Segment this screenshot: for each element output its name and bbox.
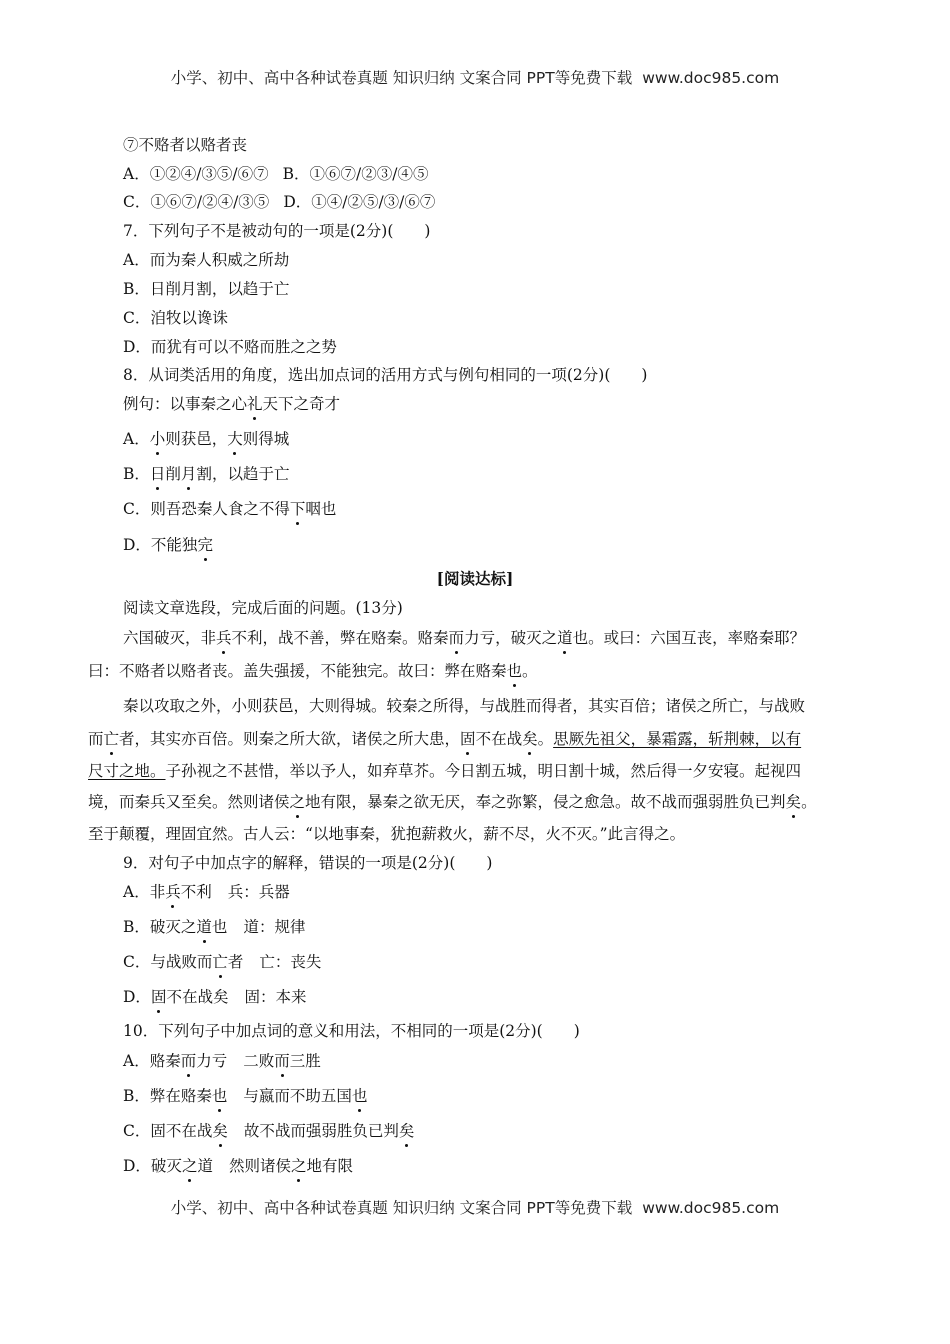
option-text: 则获邑， — [165, 430, 228, 448]
passage-p2-line4 — [88, 791, 817, 813]
dotted-word: 而 — [448, 629, 465, 647]
dotted-word: 日 — [149, 465, 166, 483]
dotted-word: 兵 — [165, 883, 181, 901]
header-text: 小学、初中、高中各种试卷真题 知识归纳 文案合同 PPT等免费下载 — [170, 69, 633, 87]
dotted-word: 下 — [289, 500, 306, 518]
option-text: 然则诸侯 — [228, 1157, 291, 1175]
q9-option-d — [123, 986, 306, 1008]
dotted-word: 固 — [460, 730, 476, 748]
dotted-word: 大 — [227, 430, 243, 448]
q8-example-text-end: 天下之奇才 — [262, 395, 341, 413]
option-text: B．弊在赂秦 — [123, 1087, 212, 1105]
option-gloss: 兵：兵器 — [227, 883, 290, 901]
dotted-word: 之 — [181, 1157, 198, 1175]
q8-option-c — [123, 498, 336, 520]
q6-item-7: ⑦不赂者以赂者丧 — [123, 136, 248, 154]
q8-option-a — [123, 428, 289, 450]
passage-text: 。 — [801, 793, 817, 811]
dotted-word: 而 — [180, 1052, 197, 1070]
q7-option-c: C．洎牧以谗诛 — [123, 309, 228, 327]
dotted-word: 也 — [351, 1087, 368, 1105]
underlined-sentence-end: 尺寸之地。 — [88, 762, 166, 780]
q6-options-ab — [123, 163, 428, 185]
q7-option-b: B．日削月割，以趋于亡 — [123, 280, 290, 298]
header-url[interactable]: www.doc985.com — [642, 69, 780, 87]
dotted-word: 矣 — [785, 793, 802, 811]
q10-option-b — [123, 1085, 367, 1107]
reading-intro: 阅读文章选段，完成后面的问题。(13分) — [123, 599, 403, 617]
dotted-word: 月 — [180, 465, 197, 483]
passage-text: 子孙视之不甚惜，举以予人，如弃草芥。今日割五城，明日割十城，然后得一夕安寝。起视四 — [165, 762, 802, 780]
q6-option-b: B．①⑥⑦/②③/④⑤ — [282, 165, 429, 183]
page-footer — [0, 1196, 950, 1218]
dotted-word: 之 — [290, 1157, 307, 1175]
passage-text: 六国破灭，非 — [123, 629, 217, 647]
q6-option-c: C．①⑥⑦/②④/③⑤ — [123, 193, 270, 211]
q8-option-b — [123, 463, 289, 485]
option-text: 二败 — [243, 1052, 275, 1070]
option-gloss: 固：本来 — [244, 988, 307, 1006]
footer-url[interactable]: www.doc985.com — [642, 1199, 780, 1217]
q9-option-a — [123, 881, 290, 903]
option-text: D．不能独 — [123, 536, 198, 554]
q8-example — [123, 393, 340, 415]
dotted-word: 固 — [150, 988, 167, 1006]
dotted-word: 也 — [211, 1087, 228, 1105]
option-text: A．赂秦 — [123, 1052, 181, 1070]
passage-text: 不在战 — [475, 730, 523, 748]
dotted-word: 之 — [289, 793, 306, 811]
passage-p1-line2 — [88, 660, 538, 682]
q10-stem: 10．下列句子中加点词的意义和用法，不相同的一项是(2分)( ) — [123, 1022, 580, 1040]
dotted-word: 礼 — [247, 395, 263, 413]
option-text: 与嬴而不助五国 — [243, 1087, 352, 1105]
passage-p1-line1 — [123, 627, 805, 649]
dotted-word: 矣 — [212, 1122, 228, 1140]
passage-text: 不利，战不善，弊在赂秦。赂秦 — [231, 629, 449, 647]
q10-option-c — [123, 1120, 414, 1142]
option-gloss: 道：规律 — [243, 918, 306, 936]
passage-text: 也。或曰：六国互丧，率赂秦耶？ — [572, 629, 806, 647]
section-title: [阅读达标] — [436, 569, 514, 588]
dotted-word: 兵 — [216, 629, 232, 647]
passage-p2-line3 — [88, 760, 801, 782]
passage-text: 而 — [88, 730, 104, 748]
option-text: D．破灭 — [123, 1157, 182, 1175]
q6-option-d: D．①④/②⑤/③/⑥⑦ — [283, 193, 436, 211]
dotted-word: 完 — [197, 536, 213, 554]
dotted-word: 小 — [149, 430, 166, 448]
q8-stem: 8．从词类活用的角度，选出加点词的活用方式与例句相同的一项(2分)( ) — [123, 366, 648, 384]
passage-text: 曰：不赂者以赂者丧。盖失强援，不能独完。故曰：弊在赂秦 — [88, 662, 507, 680]
option-text: 也 — [211, 918, 228, 936]
option-text: C．与战败而 — [123, 953, 213, 971]
passage-text: 。 — [522, 662, 538, 680]
q7-option-d: D．而犹有可以不赂而胜之之势 — [123, 338, 337, 356]
option-text: D． — [123, 988, 151, 1006]
option-text: 力亏 — [196, 1052, 228, 1070]
dotted-word: 矣 — [522, 730, 538, 748]
option-text: A．非 — [123, 883, 166, 901]
option-text: 地有限 — [306, 1157, 354, 1175]
option-gloss: 亡：丧失 — [259, 953, 322, 971]
option-letter: A． — [123, 430, 150, 448]
option-text: 咽也 — [305, 500, 337, 518]
dotted-word: 道 — [557, 629, 573, 647]
passage-text: 力亏，破灭之 — [464, 629, 558, 647]
passage-text: 境，而秦兵又至矣。然则诸侯 — [88, 793, 290, 811]
option-text: 故不战而强弱胜负已判 — [243, 1122, 399, 1140]
dotted-word: 亡 — [103, 730, 120, 748]
dotted-word: 而 — [274, 1052, 290, 1070]
q10-option-d — [123, 1155, 353, 1177]
passage-p2-line5: 至于颠覆，理固宜然。古人云：“以地事秦，犹抱薪救火，薪不尽，火不灭。”此言得之。 — [88, 825, 686, 843]
dotted-word: 也 — [506, 662, 523, 680]
passage-p2-line2 — [88, 728, 801, 750]
option-text: 不在战矣 — [166, 988, 229, 1006]
footer-text: 小学、初中、高中各种试卷真题 知识归纳 文案合同 PPT等免费下载 — [170, 1199, 633, 1217]
option-text: 则得城 — [242, 430, 290, 448]
q7-stem: 7．下列句子不是被动句的一项是(2分)( ) — [123, 222, 431, 240]
option-text: 者 — [227, 953, 244, 971]
q7-option-a: A．而为秦人积威之所劫 — [123, 251, 290, 269]
option-text: C．则吾恐秦人食之不得 — [123, 500, 290, 518]
underlined-sentence: 思厥先祖父，暴霜露，斩荆棘，以有 — [553, 730, 802, 748]
q6-option-a: A．①②④/③⑤/⑥⑦ — [123, 165, 269, 183]
option-text: C．固不在战 — [123, 1122, 213, 1140]
q9-stem: 9．对句子中加点字的解释，错误的一项是(2分)( ) — [123, 854, 493, 872]
passage-text: 地有限，暴秦之欲无厌，奉之弥繁，侵之愈急。故不战而强弱胜负已判 — [305, 793, 786, 811]
option-letter: B． — [123, 465, 150, 483]
q6-options-cd — [123, 191, 435, 213]
passage-text: 者，其实亦百倍。则秦之所大欲，诸侯之所大患， — [119, 730, 461, 748]
dotted-word: 道 — [196, 918, 212, 936]
option-text: 三胜 — [289, 1052, 321, 1070]
option-text: 割，以趋于亡 — [196, 465, 290, 483]
dotted-word: 矣 — [398, 1122, 415, 1140]
option-text: 不利 — [180, 883, 212, 901]
passage-p2-line1: 秦以攻取之外，小则获邑，大则得城。较秦之所得，与战胜而得者，其实百倍；诸侯之所亡，与战败 — [123, 697, 806, 715]
dotted-word: 亡 — [212, 953, 228, 971]
option-text: 道 — [197, 1157, 213, 1175]
passage-text: 。 — [537, 730, 554, 748]
option-text: B．破灭之 — [123, 918, 197, 936]
q9-option-b — [123, 916, 305, 938]
q8-example-text: 例句：以事秦之心 — [123, 395, 248, 413]
q8-option-d — [123, 534, 213, 556]
option-text: 削 — [165, 465, 181, 483]
q10-option-a — [123, 1050, 321, 1072]
q9-option-c — [123, 951, 321, 973]
